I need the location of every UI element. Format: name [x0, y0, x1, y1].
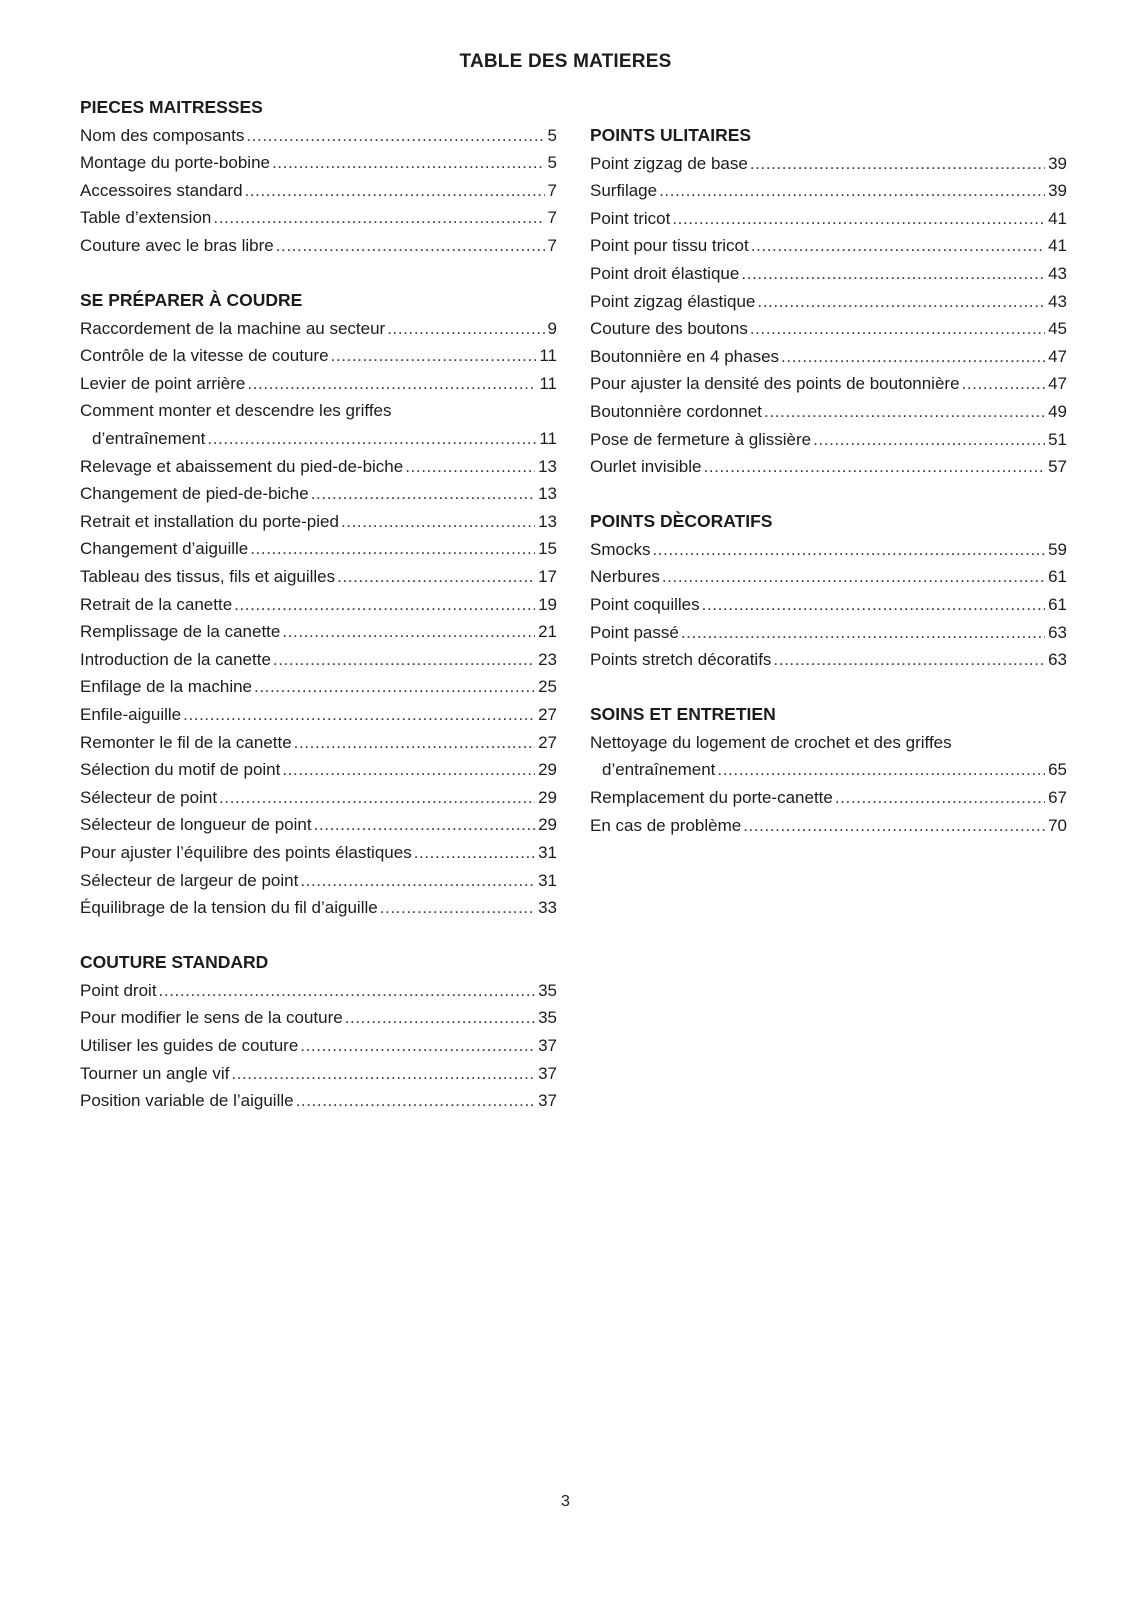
- toc-entry[interactable]: [80, 1087, 557, 1115]
- toc-entry-title-continued: d’entraînement: [92, 429, 206, 449]
- toc-entry-title: Tourner un angle vif: [80, 1063, 230, 1083]
- toc-entry-title: Remonter le fil de la canette: [80, 732, 292, 752]
- toc-entry-title: Utiliser les guides de couture: [80, 1036, 299, 1055]
- toc-entry-page: 29: [538, 787, 557, 807]
- toc-entry[interactable]: [80, 453, 557, 481]
- dot-leader: [276, 232, 545, 260]
- toc-entry[interactable]: [80, 673, 557, 701]
- toc-entry-page: 37: [538, 1063, 557, 1083]
- toc-entry-page: 33: [538, 898, 557, 918]
- toc-entry-title: Couture des boutons: [590, 319, 748, 339]
- toc-entry[interactable]: [590, 426, 1067, 454]
- toc-entry-title: Surfilage: [590, 181, 658, 201]
- toc-entry-title: Montage du porte-bobine: [80, 153, 270, 173]
- dot-leader: [250, 535, 535, 563]
- toc-entry[interactable]: [80, 480, 557, 508]
- toc-entry-title: Pour modifier le sens de la couture: [80, 1008, 343, 1028]
- dot-leader: [813, 426, 1045, 454]
- toc-entry[interactable]: [80, 811, 557, 839]
- toc-entry-page: 57: [1048, 457, 1067, 477]
- toc-entry[interactable]: [590, 232, 1067, 260]
- toc-entry[interactable]: [590, 370, 1067, 398]
- toc-entry-page: 5: [547, 125, 557, 145]
- toc-entry-page: 47: [1048, 346, 1067, 366]
- toc-entry-title: Point zigzag élastique: [590, 291, 756, 311]
- toc-entry[interactable]: [80, 646, 557, 674]
- toc-entry[interactable]: [80, 756, 557, 784]
- toc-section: [80, 94, 557, 260]
- toc-entry-page: 45: [1048, 319, 1067, 339]
- dot-leader: [962, 370, 1046, 398]
- toc-entry[interactable]: [80, 315, 557, 343]
- toc-entry-continuation-row: [590, 756, 1067, 784]
- toc-entry-page: 17: [538, 567, 557, 586]
- toc-entry-page: 37: [538, 1036, 557, 1055]
- toc-entry-page: 27: [538, 704, 557, 724]
- toc-entry[interactable]: [590, 646, 1067, 674]
- toc-entry-title: Point droit: [80, 980, 157, 1000]
- toc-entry-title: Changement d’aiguille: [80, 539, 249, 559]
- toc-section: [80, 949, 557, 1115]
- dot-leader: [207, 425, 536, 453]
- toc-entry-page: 11: [539, 346, 557, 366]
- toc-entry[interactable]: [80, 591, 557, 619]
- toc-entry-title: Smocks: [590, 539, 651, 559]
- toc-entry-title: Introduction de la canette: [80, 649, 271, 669]
- toc-entry-page: 63: [1048, 622, 1067, 642]
- toc-entry-title: Tableau des tissus, fils et aiguilles: [80, 567, 336, 586]
- toc-left-column: [80, 94, 557, 1142]
- section-heading: PIECES MAITRESSES: [80, 97, 263, 117]
- dot-leader: [750, 315, 1045, 343]
- dot-leader: [311, 480, 535, 508]
- toc-entry-title: Changement de pied-de-biche: [80, 484, 309, 504]
- dot-leader: [704, 453, 1046, 481]
- toc-entry[interactable]: [80, 204, 557, 232]
- dot-leader: [652, 536, 1045, 564]
- toc-entry-page: 25: [538, 677, 557, 697]
- toc-entry[interactable]: [80, 535, 557, 563]
- toc-entry-page: 35: [538, 980, 557, 1000]
- dot-leader: [781, 343, 1045, 371]
- toc-entry-title: Point tricot: [590, 208, 671, 228]
- toc-entry-title: Pose de fermeture à glissière: [590, 429, 812, 449]
- toc-entry-page: 27: [538, 732, 557, 752]
- section-heading: SE PRÉPARER À COUDRE: [80, 290, 303, 311]
- toc-entry[interactable]: [590, 453, 1067, 481]
- dot-leader: [331, 342, 537, 370]
- dot-leader: [405, 453, 535, 481]
- dot-leader: [717, 756, 1045, 784]
- dot-leader: [294, 729, 535, 757]
- dot-leader: [387, 315, 544, 343]
- dot-leader: [741, 260, 1045, 288]
- toc-section: [590, 701, 1067, 839]
- toc-entry-page: 41: [1048, 236, 1067, 256]
- toc-entry-page: 29: [538, 760, 557, 780]
- toc-entry[interactable]: [590, 398, 1067, 426]
- toc-entry[interactable]: [80, 149, 557, 177]
- toc-entry-title: Pour ajuster la densité des points de boutonnière: [590, 374, 960, 394]
- toc-entry-title: Comment monter et descendre les griffes: [80, 401, 392, 421]
- toc-entry-page: 11: [539, 429, 557, 449]
- dot-leader: [234, 591, 535, 619]
- toc-entry-page: 63: [1048, 650, 1067, 670]
- toc-entry-page: 65: [1048, 760, 1067, 780]
- toc-entry-page: 43: [1048, 291, 1067, 311]
- toc-entry-page: 35: [538, 1008, 557, 1028]
- toc-entry[interactable]: [80, 977, 557, 1005]
- dot-leader: [681, 619, 1045, 647]
- toc-entry-continuation-row: [80, 425, 557, 453]
- toc-entry-title: Boutonnière cordonnet: [590, 401, 763, 421]
- toc-entry-page: 61: [1048, 595, 1067, 614]
- toc-entry[interactable]: [590, 784, 1067, 812]
- toc-entry[interactable]: [80, 867, 557, 895]
- toc-entry[interactable]: [80, 618, 557, 646]
- toc-entry[interactable]: [80, 177, 557, 205]
- toc-entry-page: 13: [538, 511, 557, 531]
- toc-entry-page: 9: [547, 318, 557, 338]
- dot-leader: [296, 1087, 536, 1115]
- dot-leader: [345, 1004, 535, 1032]
- page-title: TABLE DES MATIERES: [459, 51, 672, 72]
- toc-entry-title-continued: d’entraînement: [602, 760, 716, 780]
- toc-entry[interactable]: [590, 343, 1067, 371]
- toc-entry[interactable]: [80, 729, 557, 757]
- toc-entry-page: 39: [1048, 181, 1067, 201]
- toc-entry-title: Nom des composants: [80, 125, 245, 145]
- toc-entry-page: 13: [538, 484, 557, 504]
- toc-entry-title: Sélection du motif de point: [80, 760, 281, 780]
- section-heading: POINTS DÈCORATIFS: [590, 511, 773, 532]
- toc-section: [590, 508, 1067, 674]
- toc-entry-title: Levier de point arrière: [80, 373, 246, 393]
- toc-entry-title: Enfilage de la machine: [80, 677, 253, 697]
- toc-entry-page: 31: [538, 842, 557, 862]
- dot-leader: [672, 205, 1045, 233]
- toc-entry-title: Relevage et abaissement du pied-de-biche: [80, 456, 404, 476]
- dot-leader: [773, 646, 1045, 674]
- toc-entry-title: Point passé: [590, 622, 679, 642]
- toc-entry[interactable]: [80, 370, 557, 398]
- toc-entry[interactable]: [80, 894, 557, 922]
- toc-entry[interactable]: [590, 288, 1067, 316]
- toc-entry-page: 41: [1048, 208, 1067, 228]
- toc-entry-title: Position variable de l’aiguille: [80, 1091, 294, 1111]
- toc-entry[interactable]: [80, 122, 557, 150]
- toc-entry-title: Nettoyage du logement de crochet et des griffes: [590, 732, 952, 752]
- dot-leader: [764, 398, 1045, 426]
- toc-entry[interactable]: [590, 619, 1067, 647]
- toc-entry[interactable]: [590, 812, 1067, 840]
- dot-leader: [246, 122, 544, 150]
- toc-entry[interactable]: [80, 1032, 557, 1060]
- page-number: 3: [561, 1493, 570, 1510]
- toc-entry-title: Point pour tissu tricot: [590, 236, 749, 256]
- toc-entry-page: 11: [539, 373, 557, 393]
- toc-entry-page: 23: [538, 649, 557, 669]
- dot-leader: [183, 701, 535, 729]
- toc-entry[interactable]: [590, 260, 1067, 288]
- toc-entry[interactable]: [590, 205, 1067, 233]
- toc-entry[interactable]: [80, 784, 557, 812]
- dot-leader: [662, 563, 1045, 591]
- toc-entry-page: 59: [1048, 539, 1067, 559]
- toc-entry-title: Remplacement du porte-canette: [590, 788, 833, 808]
- toc-entry-title: Équilibrage de la tension du fil d’aiguille: [80, 898, 378, 918]
- toc-entry-page: 7: [547, 208, 557, 228]
- toc-entry-title: Contrôle de la vitesse de couture: [80, 346, 329, 366]
- toc-entry-page: 49: [1048, 401, 1067, 421]
- toc-entry[interactable]: [80, 701, 557, 729]
- toc-right-column: [590, 122, 1067, 867]
- toc-entry-title: Boutonnière en 4 phases: [590, 346, 780, 366]
- dot-leader: [757, 288, 1045, 316]
- toc-entry-title: Retrait de la canette: [80, 594, 233, 614]
- toc-entry-title: Sélecteur de point: [80, 787, 218, 807]
- toc-entry[interactable]: [590, 729, 1067, 784]
- dot-leader: [750, 150, 1045, 178]
- toc-entry-page: 21: [538, 622, 557, 642]
- toc-entry-title: Point zigzag de base: [590, 153, 748, 173]
- toc-entry[interactable]: [80, 1060, 557, 1088]
- toc-entry-title: Enfile-aiguille: [80, 704, 182, 724]
- toc-entry[interactable]: [80, 342, 557, 370]
- toc-entry-page: 51: [1048, 429, 1067, 449]
- section-heading: POINTS ULITAIRES: [590, 125, 752, 145]
- dot-leader: [835, 784, 1045, 812]
- toc-entry-page: 70: [1048, 815, 1067, 835]
- dot-leader: [341, 508, 535, 536]
- toc-entry-title: Sélecteur de largeur de point: [80, 870, 299, 890]
- toc-section: [590, 122, 1067, 481]
- dot-leader: [159, 977, 536, 1005]
- toc-entry-page: 37: [538, 1091, 557, 1111]
- dot-leader: [300, 867, 535, 895]
- toc-entry[interactable]: [80, 508, 557, 536]
- dot-leader: [254, 673, 535, 701]
- dot-leader: [247, 370, 536, 398]
- toc-entry-title: Retrait et installation du porte-pied: [80, 511, 339, 531]
- toc-entry-title: Sélecteur de longueur de point: [80, 815, 312, 835]
- toc-entry[interactable]: [80, 232, 557, 260]
- toc-entry-page: 7: [547, 180, 557, 200]
- toc-entry-title: Accessoires standard: [80, 180, 243, 200]
- toc-entry-page: 47: [1048, 374, 1067, 394]
- toc-entry-title: Raccordement de la machine au secteur: [80, 318, 386, 338]
- section-heading: COUTURE STANDARD: [80, 952, 269, 973]
- toc-entry-title: Point coquilles: [590, 595, 700, 614]
- toc-entry-page: 43: [1048, 263, 1067, 283]
- dot-leader: [337, 563, 535, 591]
- toc-entry-title: En cas de problème: [590, 815, 742, 835]
- dot-leader: [272, 149, 545, 177]
- toc-entry-page: 29: [538, 815, 557, 835]
- toc-entry[interactable]: [80, 563, 557, 591]
- toc-entry-page: 39: [1048, 153, 1067, 173]
- dot-leader: [282, 618, 535, 646]
- toc-entry[interactable]: [590, 177, 1067, 205]
- dot-leader: [219, 784, 535, 812]
- toc-entry[interactable]: [590, 150, 1067, 178]
- toc-entry-title: Point droit élastique: [590, 263, 740, 283]
- dot-leader: [231, 1060, 535, 1088]
- toc-entry-title: Points stretch décoratifs: [590, 650, 772, 670]
- toc-entry-page: 13: [538, 456, 557, 476]
- toc-entry[interactable]: [590, 563, 1067, 591]
- section-heading: SOINS ET ENTRETIEN: [590, 704, 776, 725]
- dot-leader: [702, 591, 1045, 619]
- toc-entry-title: Remplissage de la canette: [80, 622, 281, 642]
- toc-entry-page: 31: [538, 870, 557, 890]
- toc-entry-page: 7: [547, 235, 557, 255]
- dot-leader: [273, 646, 535, 674]
- dot-leader: [282, 756, 535, 784]
- toc-section: [80, 287, 557, 922]
- toc-entry[interactable]: [80, 397, 557, 452]
- toc-entry-page: 5: [547, 153, 557, 173]
- dot-leader: [414, 839, 535, 867]
- toc-entry-page: 67: [1048, 788, 1067, 808]
- dot-leader: [314, 811, 536, 839]
- toc-entry[interactable]: [590, 315, 1067, 343]
- dot-leader: [751, 232, 1045, 260]
- toc-entry-title: Nerbures: [590, 567, 660, 587]
- toc-entry-page: 15: [538, 539, 557, 559]
- dot-leader: [300, 1032, 535, 1060]
- toc-entry-title: Pour ajuster l’équilibre des points élastiques: [80, 842, 412, 862]
- dot-leader: [659, 177, 1045, 205]
- toc-entry-page: 19: [538, 594, 557, 614]
- dot-leader: [743, 812, 1045, 840]
- dot-leader: [245, 177, 545, 205]
- toc-entry[interactable]: [80, 1004, 557, 1032]
- toc-entry-title: Table d’extension: [80, 208, 212, 228]
- dot-leader: [213, 204, 544, 232]
- dot-leader: [380, 894, 535, 922]
- toc-entry-page: 61: [1048, 567, 1067, 587]
- toc-entry[interactable]: [590, 536, 1067, 564]
- toc-entry-title: Ourlet invisible: [590, 457, 702, 477]
- toc-entry[interactable]: [80, 839, 557, 867]
- toc-entry-title: Couture avec le bras libre: [80, 235, 274, 255]
- toc-entry[interactable]: [590, 591, 1067, 619]
